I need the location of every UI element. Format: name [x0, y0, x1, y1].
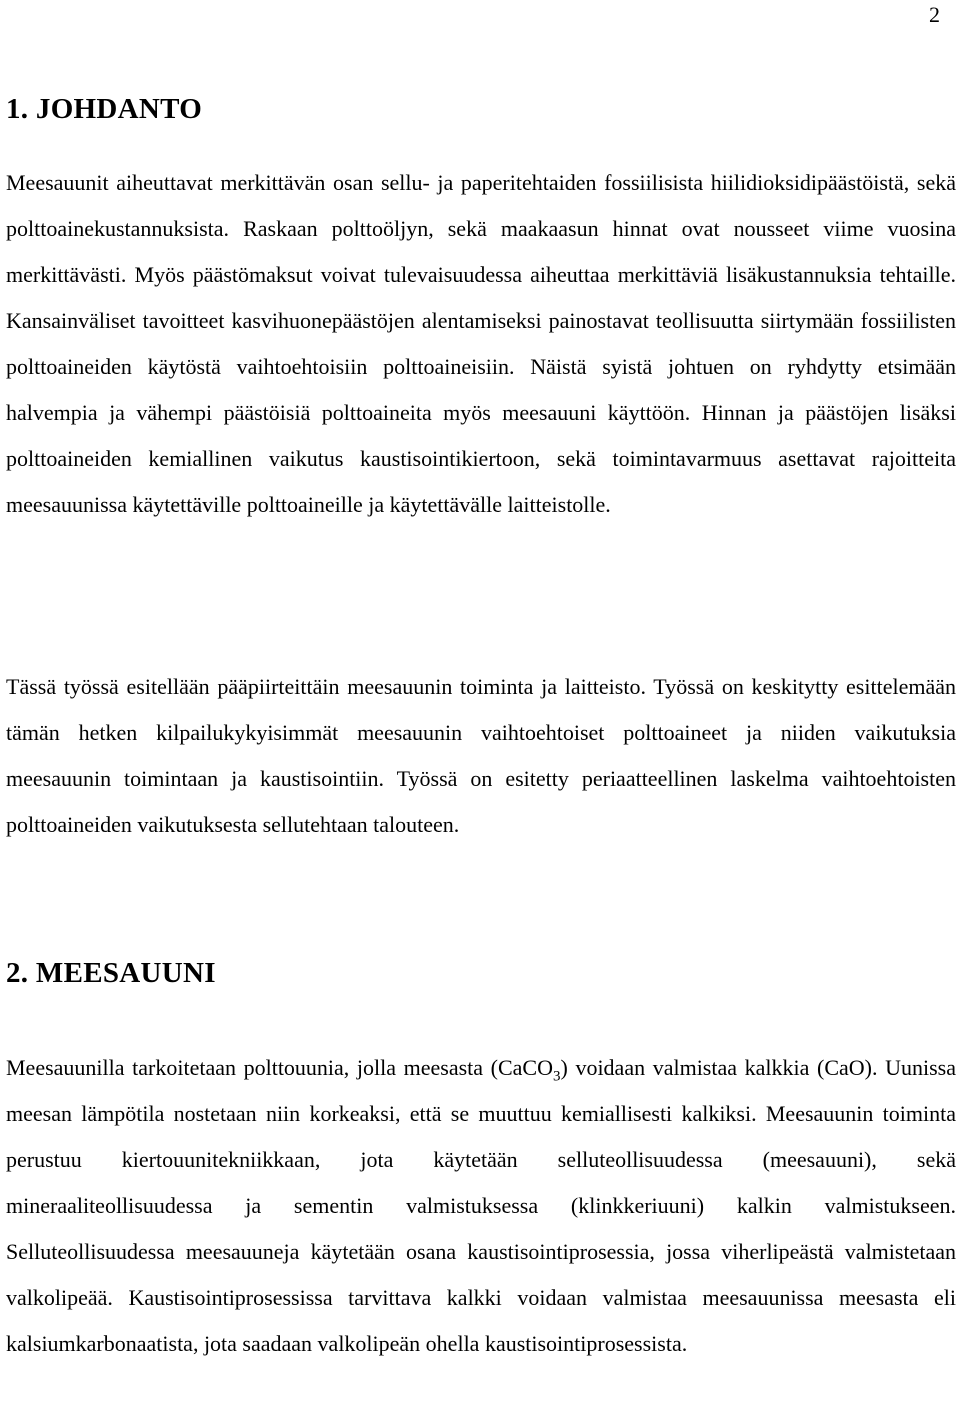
section-heading-meesauuni: 2. MEESAUUNI: [6, 957, 216, 989]
paragraph-meesauuni-start: Meesauunilla tarkoitetaan polttouunia, jolla meesasta (CaCO: [6, 1055, 553, 1080]
page-number: 2: [929, 2, 940, 27]
paragraph-introduction-2: Tässä työssä esitellään pääpiirteittäin meesauunin toiminta ja laitteisto. Työssä on keskitytty esittelemään tämän hetken kilpailukykyisimmät meesauunin vaihtoehtoiset polttoaineet ja niiden vaikutuksia meesauunin toimintaan ja kaustisointiin. Työssä on esitetty periaatteellinen laskelma vaihtoehtoisten polttoaineiden vaikutuksesta sellutehtaan talouteen.: [6, 674, 956, 837]
paragraph-introduction-1: Meesauunit aiheuttavat merkittävän osan sellu- ja paperitehtaiden fossiilisista hiilidioksidipäästöistä, sekä polttoainekustannuksista. Raskaan polttoöljyn, sekä maakaasun hinnat ovat nousseet viime vuosina merkittävästi. Myös päästömaksut voivat tulevaisuudessa aiheuttaa merkittäviä lisäkustannuksia tehtaille. Kansainväliset tavoitteet kasvihuonepäästöjen alentamiseksi painostavat teollisuutta siirtymään fossiilisten polttoaineiden käytöstä vaihtoehtoisiin polttoaineisiin. Näistä syistä johtuen on ryhdytty etsimään halvempia ja vähempi päästöisiä polttoaineita myös meesauuni käyttöön. Hinnan ja päästöjen lisäksi polttoaineiden kemiallinen vaikutus kaustisointikiertoon, sekä toimintavarmuus asettavat rajoitteita meesauunissa käytettäville polttoaineille ja käytettävälle laitteistolle.: [6, 170, 956, 517]
formula-subscript: 3: [553, 1068, 561, 1085]
paragraph-meesauuni-rest: ) voidaan valmistaa kalkkia (CaO). Uunissa meesan lämpötila nostetaan niin korkeaksi, että se muuttuu kemiallisesti kalkiksi. Meesauunin toiminta perustuu kiertouunitekniikkaan, jota käytetään selluteollisuudessa (meesauuni), sekä mineraaliteollisuudessa ja sementin valmistuksessa (klinkkeriuuni) kalkin valmistukseen. Selluteollisuudessa meesauuneja käytetään osana kaustisointiprosessia, jossa viherlipeästä valmistetaan valkolipeää. Kaustisointiprosessissa tarvittava kalkki voidaan valmistaa meesauunissa meesasta eli kalsiumkarbonaatista, jota saadaan valkolipeän ohella kaustisointiprosessista.: [6, 1055, 956, 1356]
section-heading-johdanto: 1. JOHDANTO: [6, 93, 203, 125]
paragraph-meesauuni: [6, 1045, 956, 1367]
